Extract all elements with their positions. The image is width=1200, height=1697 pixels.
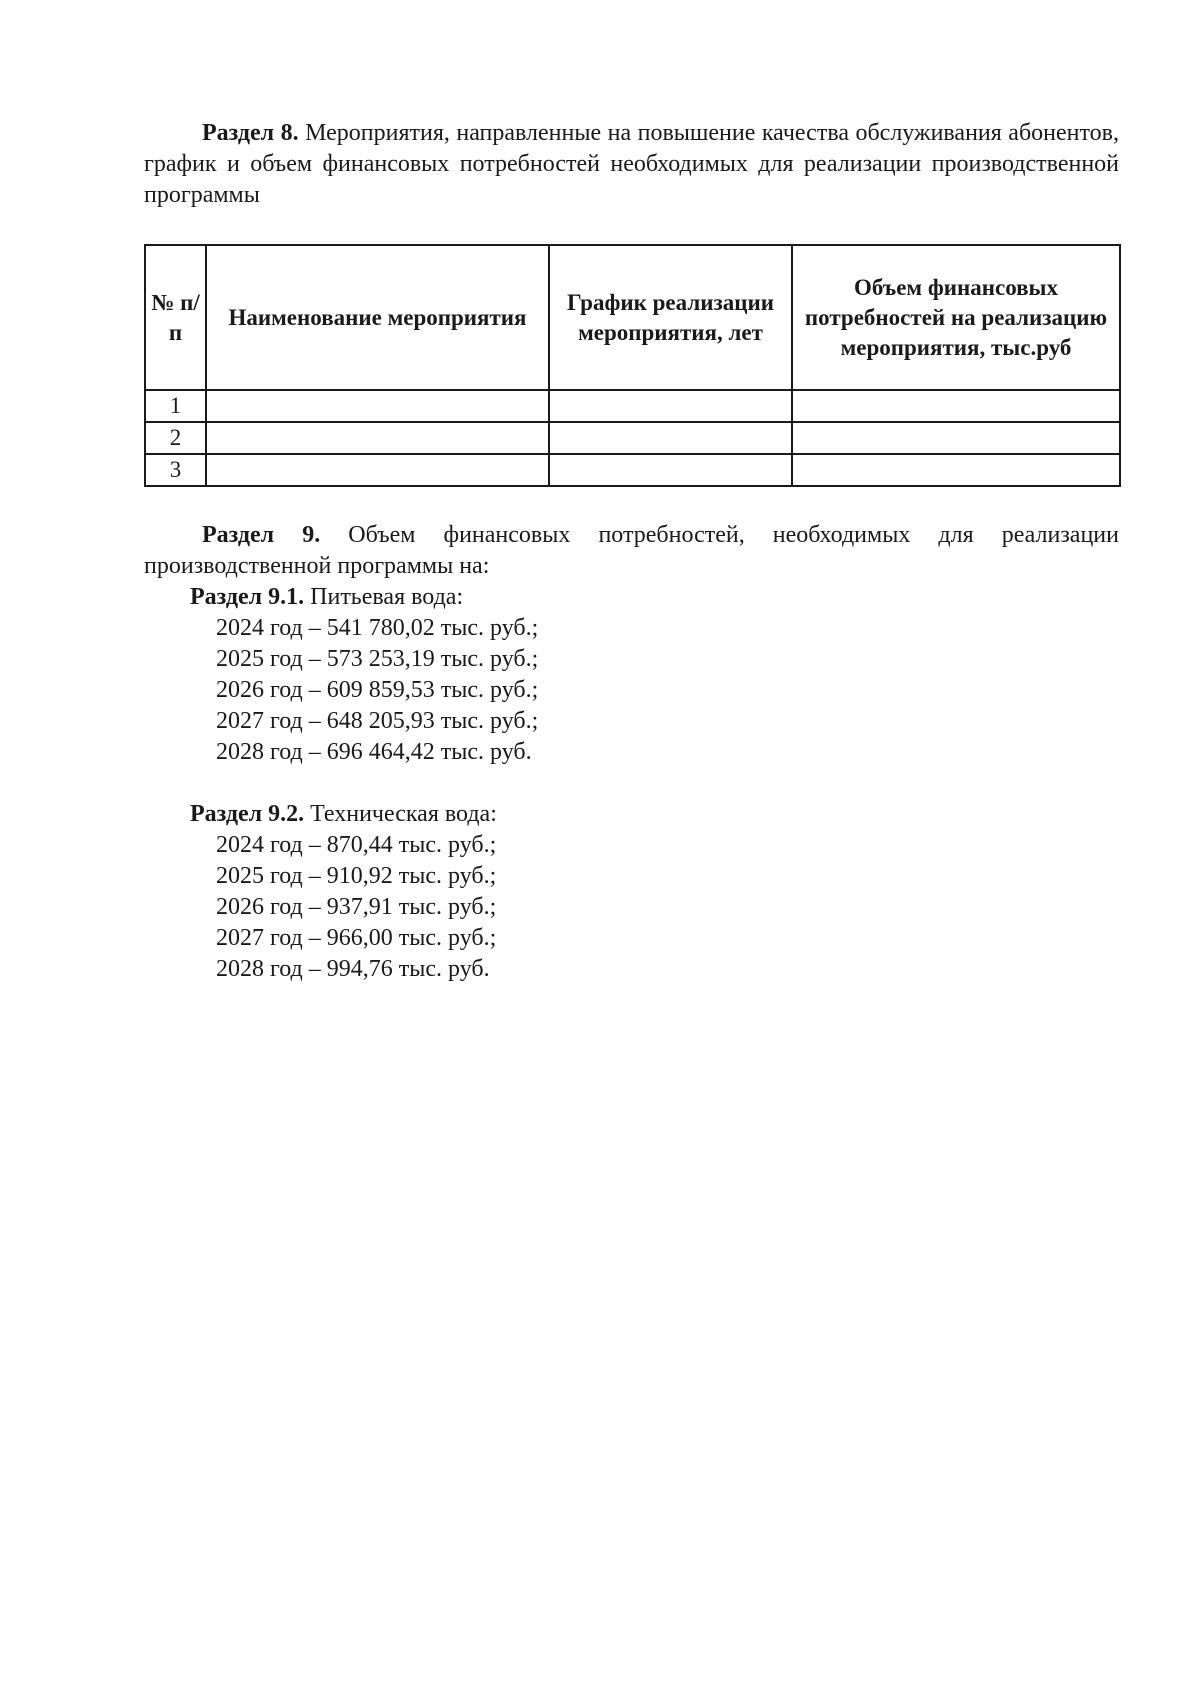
section-9-paragraph: [144, 520, 1119, 582]
list-item: 2026 год – 937,91 тыс. руб.;: [216, 894, 497, 920]
row-financial-volume: [792, 390, 1120, 422]
section-9-1-title: Питьевая вода:: [304, 584, 464, 610]
technical-water-list: [144, 830, 1119, 985]
table-row: [145, 422, 1120, 454]
section-8-text: Мероприятия, направленные на повышение качества обслуживания абонентов, график и объем финансовых потребностей необходимых для реализации производственной программы: [144, 120, 1119, 208]
list-item: 2027 год – 648 205,93 тыс. руб.;: [216, 708, 539, 734]
section-9: [144, 520, 1119, 985]
section-8-label: Раздел 8.: [202, 120, 299, 146]
section-8-paragraph: [144, 118, 1119, 211]
row-financial-volume: [792, 422, 1120, 454]
row-number: 3: [145, 454, 206, 486]
measures-table: [144, 244, 1121, 487]
list-item: 2025 год – 910,92 тыс. руб.;: [216, 863, 497, 889]
section-9-text: Объем финансовых потребностей, необходимых для реализации производственной программы на:: [144, 522, 1119, 579]
list-item: 2024 год – 541 780,02 тыс. руб.;: [216, 615, 539, 641]
section-9-label: Раздел 9.: [202, 522, 321, 548]
section-9-2-title: Техническая вода:: [304, 801, 497, 827]
row-schedule: [549, 422, 792, 454]
row-financial-volume: [792, 454, 1120, 486]
table-row: [145, 390, 1120, 422]
row-measure-name: [206, 390, 549, 422]
row-measure-name: [206, 454, 549, 486]
row-number: 1: [145, 390, 206, 422]
list-item: 2028 год – 994,76 тыс. руб.: [216, 956, 490, 982]
header-financial-volume: Объем финансовых потребностей на реализацию мероприятия, тыс.руб: [792, 245, 1120, 390]
document-page: [144, 118, 1119, 985]
row-number: 2: [145, 422, 206, 454]
spacer: [144, 768, 1119, 799]
drinking-water-list: [144, 613, 1119, 768]
section-9-1-heading: [144, 582, 1119, 613]
list-item: 2027 год – 966,00 тыс. руб.;: [216, 925, 497, 951]
list-item: 2026 год – 609 859,53 тыс. руб.;: [216, 677, 539, 703]
row-measure-name: [206, 422, 549, 454]
section-9-2-label: Раздел 9.2.: [190, 801, 305, 827]
row-schedule: [549, 390, 792, 422]
list-item: 2025 год – 573 253,19 тыс. руб.;: [216, 646, 539, 672]
section-9-2-heading: [144, 799, 1119, 830]
list-item: 2024 год – 870,44 тыс. руб.;: [216, 832, 497, 858]
header-schedule: График реализации мероприятия, лет: [549, 245, 792, 390]
list-item: 2028 год – 696 464,42 тыс. руб.: [216, 739, 532, 765]
header-measure-name: Наименование мероприятия: [206, 245, 549, 390]
row-schedule: [549, 454, 792, 486]
header-number: № п/п: [145, 245, 206, 390]
section-9-1-label: Раздел 9.1.: [190, 584, 305, 610]
table-row: [145, 454, 1120, 486]
table-header-row: [145, 245, 1120, 390]
